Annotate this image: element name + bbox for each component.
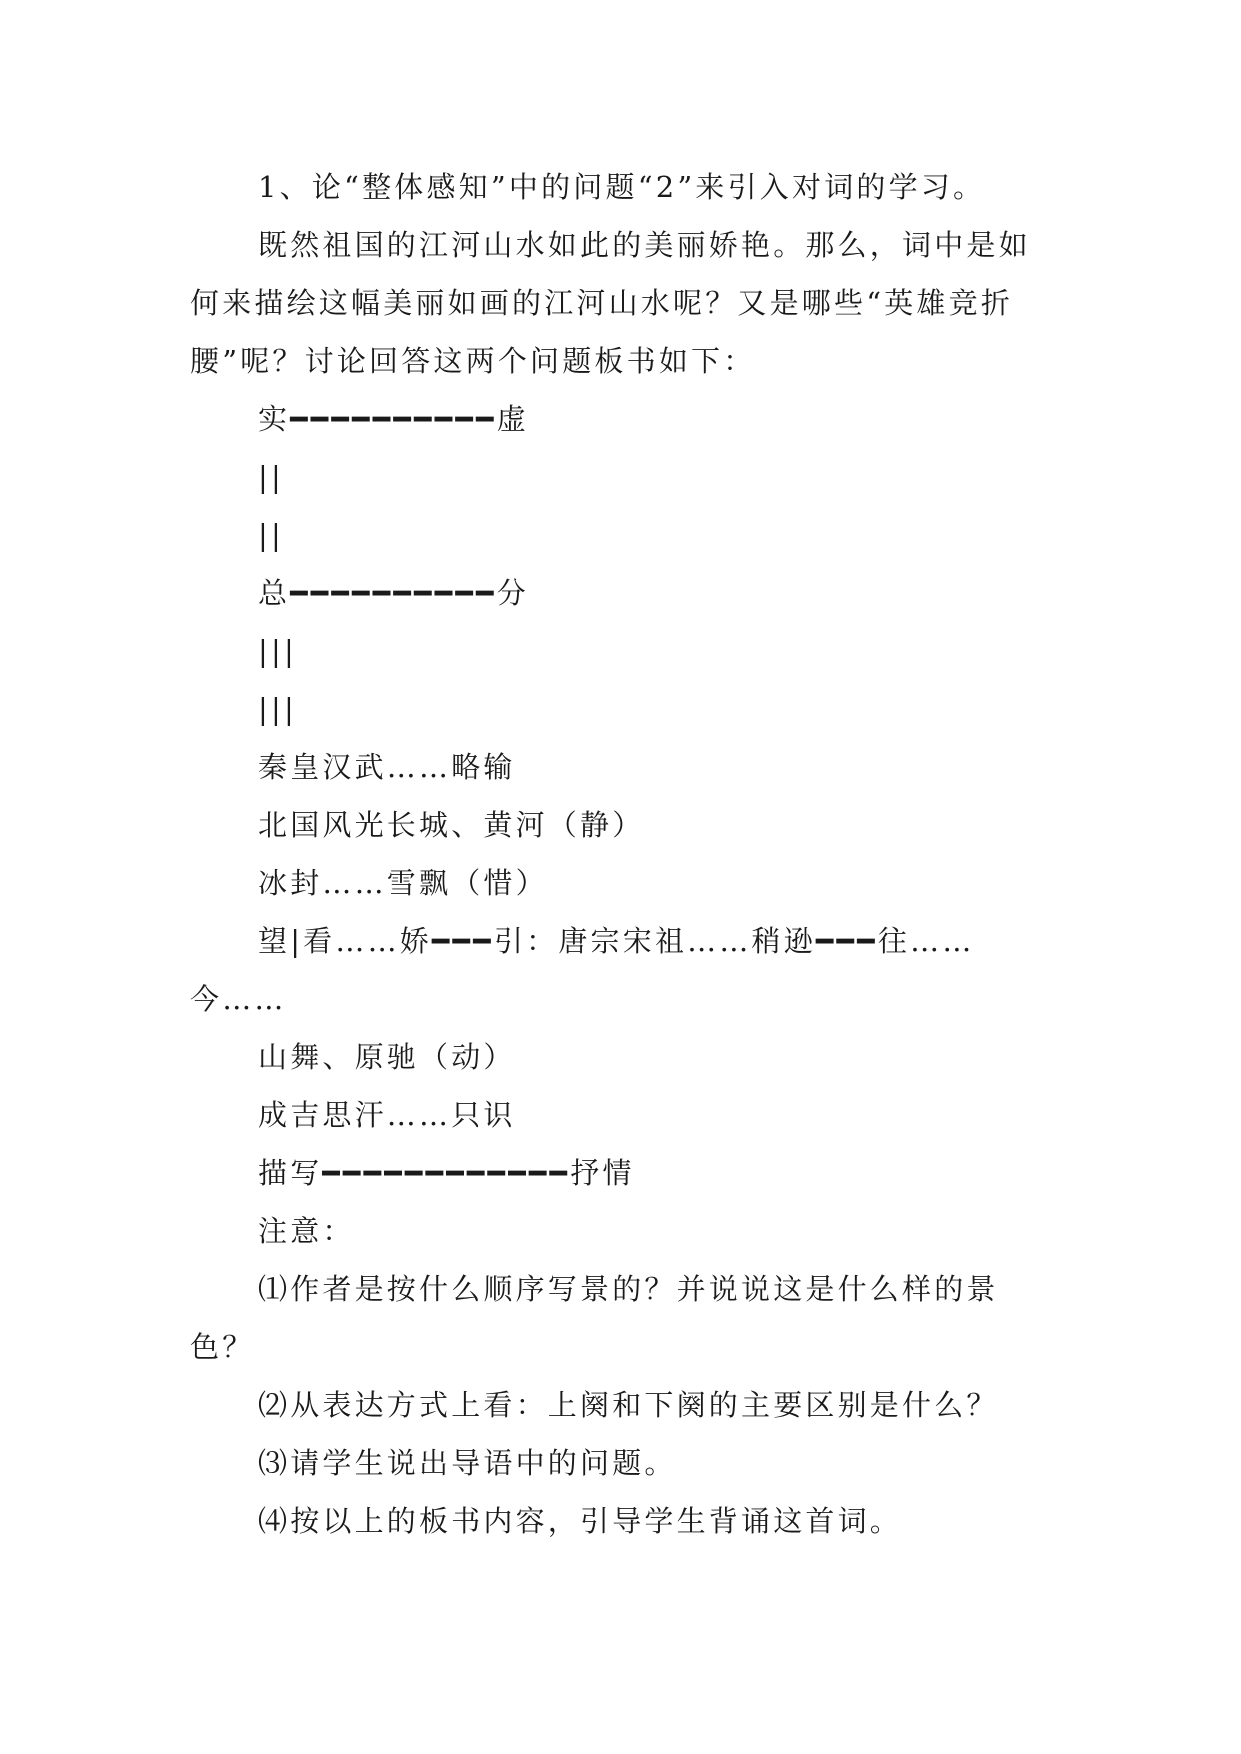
note-item: ⑴作者是按什么顺序写景的？并说说这是什么样的景 <box>258 1272 999 1306</box>
board-line: 北国风光长城、黄河（静） <box>258 808 645 842</box>
note-item: ⑶请学生说出导语中的问题。 <box>258 1446 677 1480</box>
board-line: || <box>258 518 284 552</box>
note-item: ⑷按以上的板书内容，引导学生背诵这首词。 <box>258 1504 903 1538</box>
paragraph-line: 既然祖国的江河山水如此的美丽娇艳。那么，词中是如 <box>258 228 1031 262</box>
board-line: 秦皇汉武……略输 <box>258 750 516 784</box>
board-line: 今…… <box>190 982 287 1016</box>
board-line: 成吉思汗……只识 <box>258 1098 516 1132</box>
note-item: 色？ <box>190 1330 255 1364</box>
paragraph-intro: 1、论“整体感知”中的问题“2”来引入对词的学习。 <box>258 170 986 204</box>
board-line: ||| <box>258 692 297 726</box>
board-line: 实━━━━━━━━━━虚 <box>258 402 529 436</box>
board-line: 描写━━━━━━━━━━━━抒情 <box>258 1156 635 1190</box>
board-line: 冰封……雪飘（惜） <box>258 866 548 900</box>
board-line: ||| <box>258 634 297 668</box>
note-item: ⑵从表达方式上看：上阕和下阕的主要区别是什么？ <box>258 1388 999 1422</box>
board-line: 望|看……娇━━━引：唐宗宋祖……稍逊━━━往…… <box>258 924 975 958</box>
paragraph-line: 腰”呢？讨论回答这两个问题板书如下： <box>190 344 756 378</box>
board-line: 山舞、原驰（动） <box>258 1040 516 1074</box>
paragraph-line: 何来描绘这幅美丽如画的江河山水呢？又是哪些“英雄竞折 <box>190 286 1014 320</box>
board-line: || <box>258 460 284 494</box>
notes-heading: 注意： <box>258 1214 355 1248</box>
board-line: 总━━━━━━━━━━分 <box>258 576 529 610</box>
